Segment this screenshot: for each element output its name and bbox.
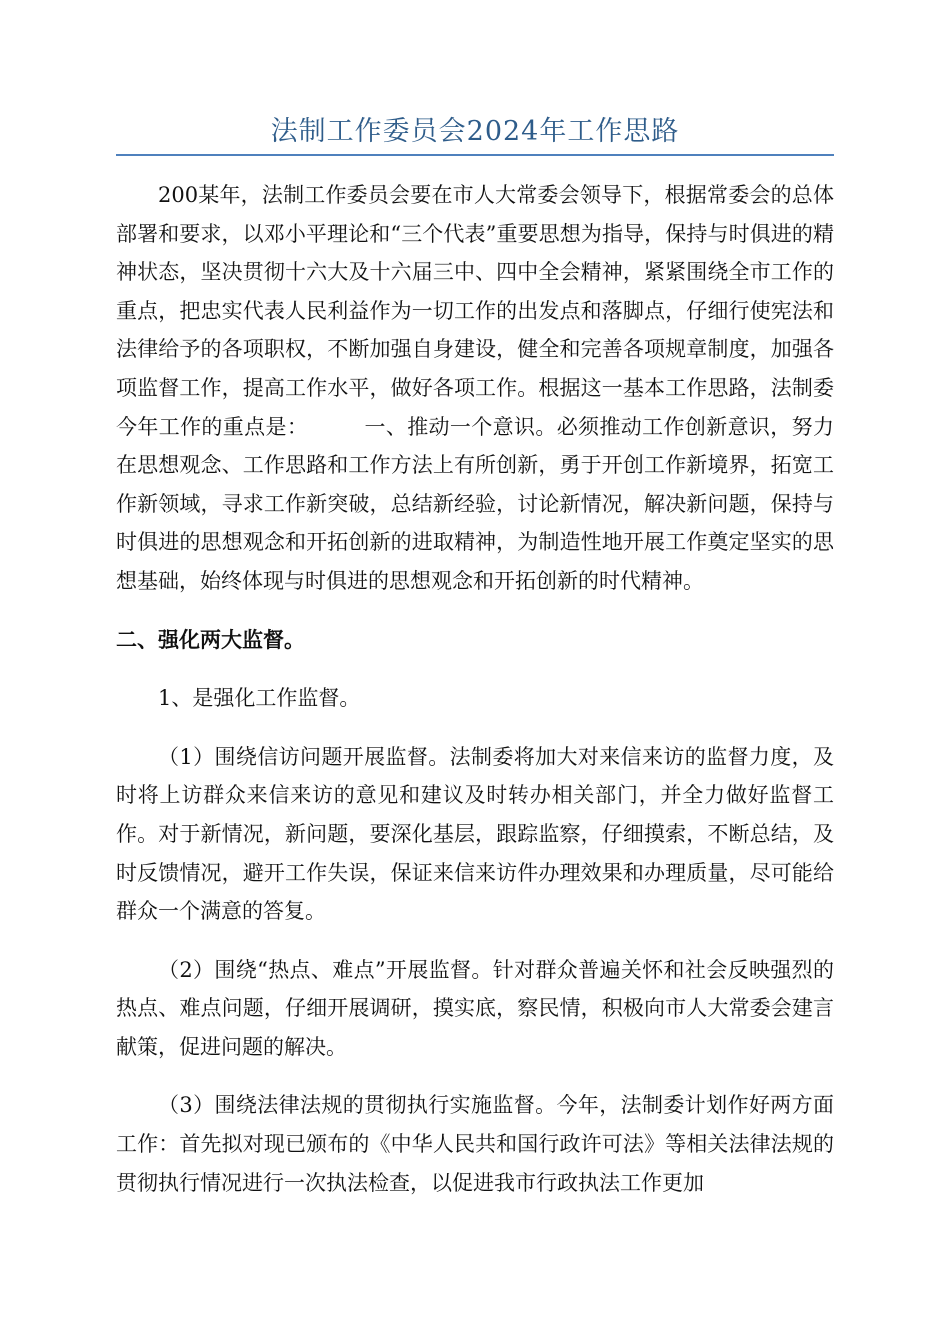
item-paragraph-1: （1）围绕信访问题开展监督。法制委将加大对来信来访的监督力度，及时将上访群众来信来访的意见和建议及时转办相关部门，并全力做好监督工作。对于新情况，新问题，要深化基层，跟踪监察，仔细摸索，不断总结，及时反馈情况，避开工作失误，保证来信来访件办理效果和办理质量，尽可能给群众一个满意的答复。 xyxy=(116,744,834,924)
sub-heading-one: 1、是强化工作监督。 xyxy=(158,686,361,711)
document-title: 法制工作委员会2024年工作思路 xyxy=(270,116,680,147)
intro-text: 200某年，法制工作委员会要在市人大常委会领导下，根据常委会的总体部署和要求，以邓小平理论和“三个代表”重要思想为指导，保持与时俱进的精神状态，坚决贯彻十六大及十六届三中、四中全会精神，紧紧围绕全市工作的重点，把忠实代表人民利益作为一切工作的出发点和落脚点，仔细行使宪法和法律给予的各项职权，不断加强自身建设，健全和完善各项规章制度，加强各项监督工作，提高工作水平，做好各项工作。根据这一基本工作思路，法制委今年工作的重点是： xyxy=(116,183,834,439)
point-one-text: 一、推动一个意识。必须推动工作创新意识，努力在思想观念、工作思路和工作方法上有所创新，勇于开创工作新境界，拓宽工作新领域，寻求工作新突破，总结新经验，讨论新情况，解决新问题，保持与时俱进的思想观念和开拓创新的进取精神，为制造性地开展工作奠定坚实的思想基础，始终体现与时俱进的思想观念和开拓创新的时代精神。 xyxy=(116,414,834,593)
title-block xyxy=(116,112,834,156)
intro-paragraph xyxy=(116,176,834,601)
item-paragraph-3: （3）围绕法律法规的贯彻执行实施监督。今年，法制委计划作好两方面工作：首先拟对现已颁布的《中华人民共和国行政许可法》等相关法律法规的贯彻执行情况进行一次执法检查，以促进我市行政执法工作更加 xyxy=(116,1093,834,1195)
item-paragraph-2: （2）围绕“热点、难点”开展监督。针对群众普遍关怀和社会反映强烈的热点、难点问题，仔细开展调研，摸实底，察民情，积极向市人大常委会建言献策，促进问题的解决。 xyxy=(116,957,834,1059)
section-heading-two: 二、强化两大监督。 xyxy=(116,626,305,652)
title-underline xyxy=(116,154,834,156)
document-body xyxy=(116,176,834,1202)
